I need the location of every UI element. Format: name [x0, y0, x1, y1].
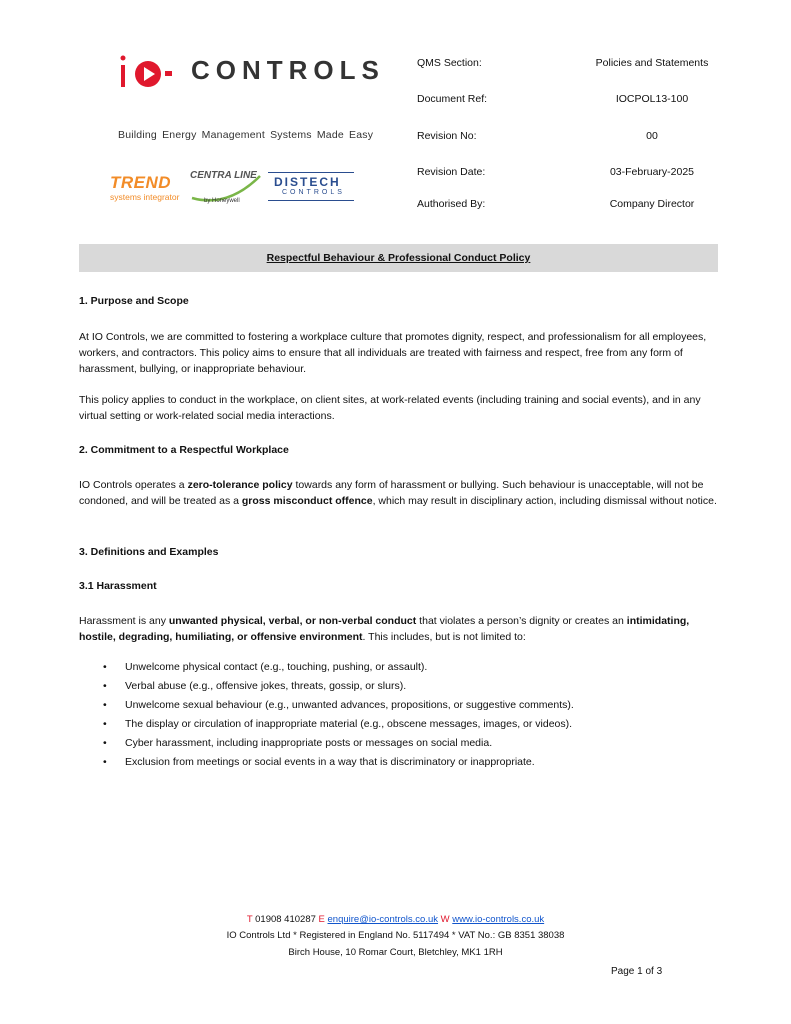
tagline: Building Energy Management Systems Made Easy	[118, 129, 374, 141]
distech-name: DISTECH	[274, 175, 341, 189]
website-link[interactable]: www.io-controls.co.uk	[452, 914, 545, 925]
text-run: towards any form of harassment or bullying. Such behaviour is unacceptable, will not be condoned, and will be treated as a	[79, 479, 704, 507]
centraline-name: CENTRA LINE	[190, 170, 257, 181]
list-item	[79, 735, 719, 754]
list-item-text: Unwelcome sexual behaviour (e.g., unwanted advances, propositions, or suggestive comments).	[125, 699, 574, 711]
harassment-examples-list	[79, 659, 719, 773]
qms-value: 00	[646, 130, 658, 142]
qms-label: Document Ref:	[417, 93, 488, 105]
trend-logo-text: TREND	[110, 173, 172, 192]
qms-row-date	[417, 166, 717, 182]
email-label: E	[318, 914, 325, 925]
text-run: . This includes, but is not limited to:	[362, 631, 526, 643]
title-band	[79, 244, 718, 272]
footer-registration: IO Controls Ltd * Registered in England No. 5117494 * VAT No.: GB 8351 38038	[226, 930, 565, 941]
qms-row-docref	[417, 93, 717, 109]
document-title: Respectful Behaviour & Professional Conduct Policy	[266, 252, 531, 264]
paragraph-purpose: At IO Controls, we are committed to fostering a workplace culture that promotes dignity, respect, and professionalism for all employees, workers, and contractors. This policy aims to ensure that all individuals are treated with fairness and respect, free from any form of harassment, bullying, or inappropriate behaviour.	[79, 331, 707, 375]
bullet-icon: •	[103, 718, 107, 730]
qms-value: Company Director	[609, 198, 695, 210]
bullet-icon: •	[103, 661, 107, 673]
qms-label: QMS Section:	[417, 57, 482, 69]
list-item	[79, 754, 719, 773]
qms-label: Revision No:	[417, 130, 477, 142]
distech-logo	[268, 168, 356, 212]
section-heading-definitions: 3. Definitions and Examples	[79, 546, 219, 558]
text-run: Harassment is any	[79, 615, 169, 627]
qms-value: 03-February-2025	[609, 166, 695, 178]
logo-wordmark: CONTROLS	[191, 55, 385, 85]
list-item	[79, 678, 719, 697]
list-item-text: Cyber harassment, including inappropriate posts or messages on social media.	[125, 737, 493, 749]
text-run: , which may result in disciplinary action, including dismissal without notice.	[372, 495, 717, 507]
bullet-icon: •	[103, 699, 107, 711]
distech-sub: CONTROLS	[282, 189, 345, 196]
qms-row-section	[417, 57, 717, 73]
centraline-logo	[188, 168, 264, 210]
paragraph-commitment	[79, 477, 719, 509]
bullet-icon: •	[103, 756, 107, 768]
qms-label: Authorised By:	[417, 198, 486, 210]
list-item-text: Unwelcome physical contact (e.g., touching, pushing, or assault).	[125, 661, 428, 673]
footer-contact-line	[0, 914, 791, 925]
section-heading-commitment: 2. Commitment to a Respectful Workplace	[79, 444, 289, 456]
paragraph-scope: This policy applies to conduct in the workplace, on client sites, at work-related events (including training and social events), and in any virtual setting or work-related social media interactions.	[79, 394, 701, 422]
qms-row-revision	[417, 130, 717, 146]
qms-value: IOCPOL13-100	[615, 93, 689, 105]
list-item-text: The display or circulation of inappropriate material (e.g., obscene messages, images, or videos).	[125, 718, 573, 730]
text-run: that violates a person’s dignity or creates an	[416, 615, 627, 627]
list-item-text: Exclusion from meetings or social events in a way that is discriminatory or inappropriate.	[125, 756, 535, 768]
list-item	[79, 716, 719, 735]
emphasis-environment: intimidating, hostile, degrading, humiliating, or offensive environment	[79, 615, 690, 643]
io-logo-icon	[118, 52, 193, 92]
qms-value: Policies and Statements	[595, 57, 709, 69]
emphasis-zero-tolerance: zero-tolerance policy	[187, 479, 293, 491]
bullet-icon: •	[103, 680, 107, 692]
emphasis-unwanted-conduct: unwanted physical, verbal, or non-verbal conduct	[168, 615, 417, 627]
emphasis-gross-misconduct: gross misconduct offence	[241, 495, 373, 507]
qms-row-authorised	[417, 198, 717, 214]
paragraph-harassment	[79, 613, 719, 645]
list-item	[79, 659, 719, 678]
email-link[interactable]: enquire@io-controls.co.uk	[327, 914, 439, 925]
bullet-icon: •	[103, 737, 107, 749]
centraline-sub: by Honeywell	[204, 198, 240, 204]
qms-label: Revision Date:	[417, 166, 486, 178]
phone-label: T	[246, 914, 253, 925]
phone-number: 01908 410287	[255, 914, 316, 925]
page-number: Page 1 of 3	[611, 966, 663, 977]
subsection-heading-harassment: 3.1 Harassment	[79, 580, 157, 592]
trend-logo-subtext: systems integrator	[110, 192, 180, 202]
section-heading-purpose: 1. Purpose and Scope	[79, 295, 189, 307]
list-item	[79, 697, 719, 716]
website-label: W	[440, 914, 450, 925]
list-item-text: Verbal abuse (e.g., offensive jokes, threats, gossip, or slurs).	[125, 680, 407, 692]
text-run: IO Controls operates a	[79, 479, 188, 491]
footer-address: Birch House, 10 Romar Court, Bletchley, MK1 1RH	[288, 947, 503, 958]
